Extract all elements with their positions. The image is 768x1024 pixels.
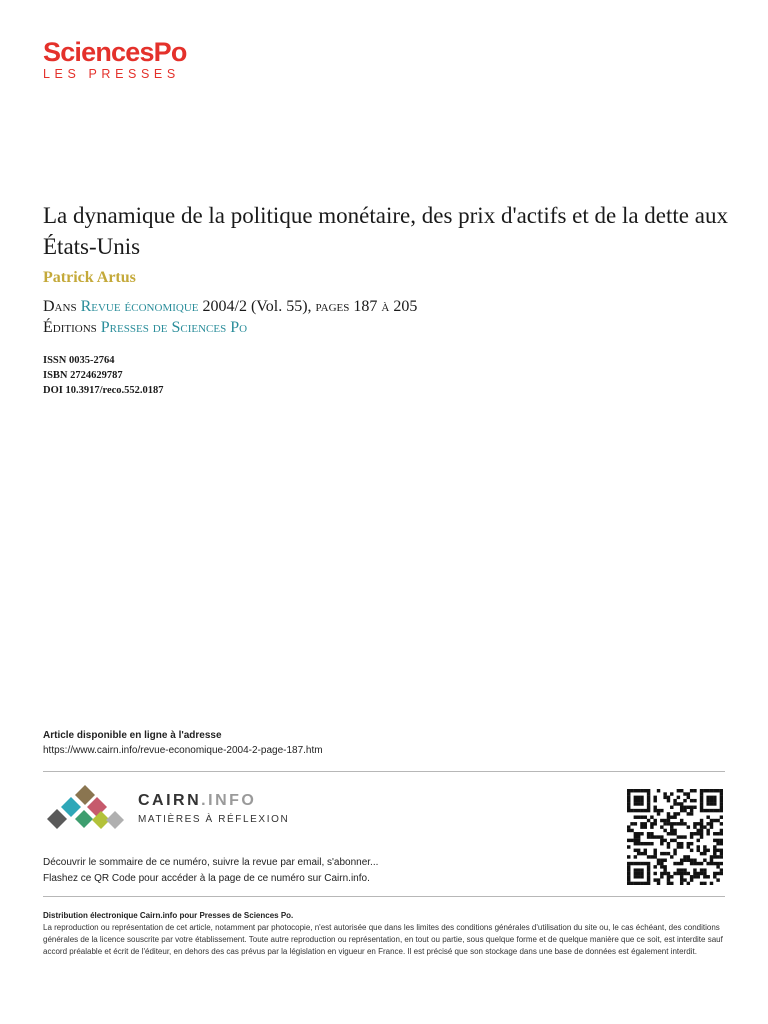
logo-main-text: SciencesPo — [43, 37, 187, 67]
pages-text: , pages 187 à 205 — [307, 298, 418, 315]
identifiers — [43, 353, 164, 398]
doi: DOI 10.3917/reco.552.0187 — [43, 385, 164, 396]
discover-line-1: Découvrir le sommaire de ce numéro, suivre la revue par email, s'abonner... — [43, 857, 379, 868]
cairn-diamond-7 — [106, 811, 124, 829]
availability-label: Article disponible en ligne à l'adresse — [43, 730, 222, 741]
in-label: Dans — [43, 298, 77, 315]
footer-body: La reproduction ou représentation de cet article, notamment par photocopie, n'est autorisée que dans les limites des conditions générales d'utilisation du site ou, le cas échéant, des conditions générales de la licence souscrite par votre établissement. Toute autre reproduction ou représentation, en tout ou partie, sous quelque forme et de quelque manière que ce soit, est interdite sauf accord préalable et écrit de l'éditeur, en dehors des cas prévus par la législation en vigueur en France. Il est précisé que son stockage dans une base de données est également interdit. — [43, 923, 723, 956]
journal-link[interactable]: Revue économique — [80, 298, 199, 315]
sciencespo-logo — [43, 38, 187, 81]
isbn: ISBN 2724629787 — [43, 370, 123, 381]
article-title: La dynamique de la politique monétaire, des prix d'actifs et de la dette aux États-Unis — [43, 203, 728, 259]
cairn-logo — [43, 783, 290, 840]
cairn-diamonds-icon — [43, 783, 127, 835]
logo-sub-text: LES PRESSES — [43, 67, 180, 81]
cairn-name-main: CAIRN — [138, 792, 202, 809]
article-author[interactable]: Patrick Artus — [43, 269, 136, 286]
qr-code-icon[interactable] — [627, 789, 723, 885]
issue-text: 2004/2 (Vol. 55) — [202, 298, 308, 315]
divider — [43, 896, 725, 897]
footer-heading: Distribution électronique Cairn.info pour Presses de Sciences Po. — [43, 911, 294, 920]
divider — [43, 771, 725, 772]
publisher-link[interactable]: Presses de Sciences Po — [100, 319, 248, 336]
journal-line — [43, 298, 417, 316]
issn: ISSN 0035-2764 — [43, 355, 115, 366]
discover-line-2: Flashez ce QR Code pour accéder à la page de ce numéro sur Cairn.info. — [43, 873, 370, 884]
publisher-line — [43, 319, 247, 337]
cairn-diamond-4 — [47, 809, 67, 829]
cairn-diamond-5 — [75, 810, 93, 828]
editions-label: Éditions — [43, 319, 97, 336]
cairn-tagline: MATIÈRES À RÉFLEXION — [138, 814, 290, 825]
cairn-diamond-2 — [61, 797, 81, 817]
article-url[interactable]: https://www.cairn.info/revue-economique-2004-2-page-187.htm — [43, 745, 323, 756]
cairn-name — [138, 792, 256, 810]
availability — [43, 728, 323, 758]
legal-footer — [43, 910, 725, 958]
cairn-name-suffix: .INFO — [201, 792, 257, 809]
discover-text — [43, 855, 378, 887]
